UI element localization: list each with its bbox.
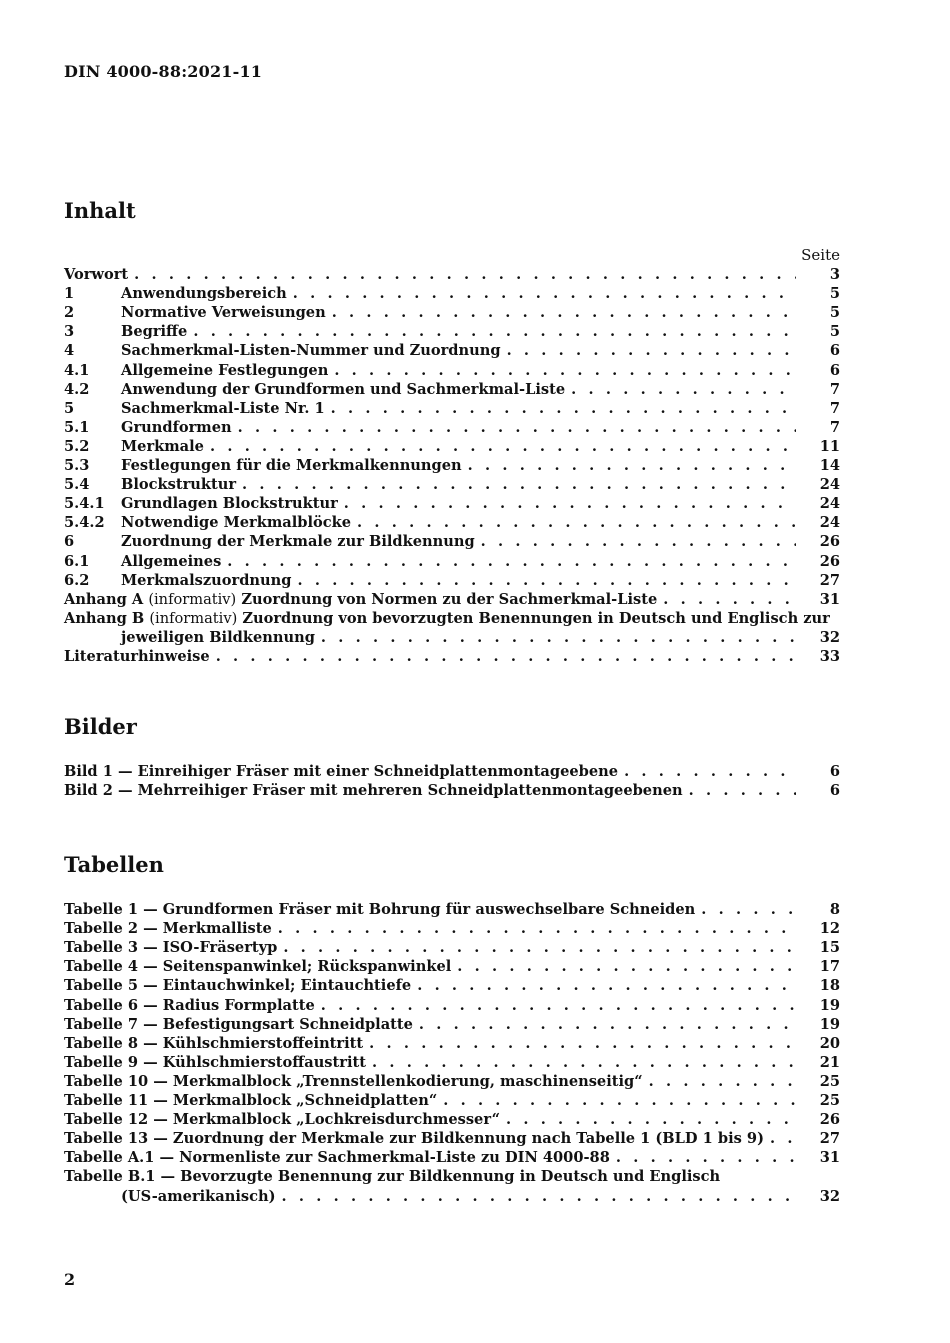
table-title: Tabelle 9 — Kühlschmierstoffaustritt	[64, 1053, 366, 1071]
table-title: Tabelle 2 — Merkmalliste	[64, 920, 272, 938]
toc-entry[interactable]	[64, 976, 840, 995]
dot-leader	[770, 1129, 796, 1148]
entry-page: 7	[829, 380, 840, 398]
entry-page: 21	[819, 1053, 840, 1071]
dot-leader	[616, 1148, 796, 1167]
dot-leader	[216, 647, 796, 666]
entry-page: 24	[819, 495, 840, 513]
entry-page: 26	[819, 533, 840, 551]
table-title: Tabelle 7 — Befestigungsart Schneidplatte	[64, 1015, 413, 1033]
entry-number: 5.3	[64, 457, 90, 475]
bilder-title: Bilder	[64, 714, 137, 739]
dot-leader	[321, 996, 796, 1015]
entry-number: 5.4	[64, 476, 90, 494]
dot-leader	[332, 303, 796, 322]
entry-page: 20	[819, 1034, 840, 1052]
dot-leader	[443, 1091, 796, 1110]
document-header: DIN 4000-88:2021-11	[64, 62, 263, 81]
entry-page: 7	[829, 418, 840, 436]
table-title: Tabelle 3 — ISO-Fräsertyp	[64, 939, 278, 957]
toc-entry[interactable]	[64, 590, 840, 609]
entry-page: 6	[829, 361, 840, 379]
toc-entry[interactable]	[64, 938, 840, 957]
toc-entry[interactable]	[64, 1091, 840, 1110]
entry-page: 14	[819, 457, 840, 475]
entry-title: Grundformen	[121, 418, 232, 436]
entry-title: Anwendung der Grundformen und Sachmerkmal-Liste	[121, 380, 566, 398]
entry-page: 8	[829, 901, 840, 919]
entry-page: 31	[819, 1149, 840, 1167]
toc-entry[interactable]	[64, 1186, 840, 1205]
entry-page: 17	[819, 958, 840, 976]
entry-page: 6	[829, 342, 840, 360]
entry-number: 3	[64, 323, 75, 341]
entry-number: 4	[64, 342, 75, 360]
toc-entry[interactable]	[64, 284, 840, 303]
dot-leader	[468, 456, 796, 475]
entry-page: 27	[819, 571, 840, 589]
table-title: Tabelle B.1 — Bevorzugte Benennung zur Bildkennung in Deutsch und Englisch	[64, 1168, 721, 1186]
entry-page: 12	[819, 920, 840, 938]
dot-leader	[689, 781, 796, 800]
toc-entry[interactable]	[64, 437, 840, 456]
toc-entry[interactable]	[64, 551, 840, 570]
tabellen-title: Tabellen	[64, 852, 164, 877]
entry-page: 25	[819, 1092, 840, 1110]
table-title: Tabelle A.1 — Normenliste zur Sachmerkmal-Liste zu DIN 4000-88	[64, 1149, 610, 1167]
page-number: 2	[64, 1270, 76, 1289]
dot-leader	[193, 322, 796, 341]
dot-leader	[334, 361, 796, 380]
toc-entry[interactable]	[64, 322, 840, 341]
seite-label: Seite	[801, 246, 840, 264]
entry-page: 15	[819, 939, 840, 957]
dot-leader	[344, 494, 796, 513]
toc-entry[interactable]	[64, 995, 840, 1014]
table-title: Tabelle 11 — Merkmalblock „Schneidplatten“	[64, 1092, 438, 1110]
entry-title: Merkmale	[121, 437, 204, 455]
table-title: Tabelle 10 — Merkmalblock „Trennstellenkodierung, maschinenseitig“	[64, 1072, 643, 1090]
toc-entry[interactable]	[64, 418, 840, 437]
entry-page: 7	[829, 399, 840, 417]
entry-number: 5	[64, 399, 75, 417]
dot-leader	[571, 380, 796, 399]
figure-title: Bild 1 — Einreihiger Fräser mit einer Schneidplattenmontageebene	[64, 763, 619, 781]
toc-entry[interactable]	[64, 1053, 840, 1072]
entry-title: Normative Verweisungen	[121, 304, 326, 322]
entry-page: 6	[829, 763, 840, 781]
toc-entry[interactable]	[64, 494, 840, 513]
entry-title: Vorwort	[64, 266, 129, 284]
dot-leader	[419, 1015, 796, 1034]
entry-number: 2	[64, 304, 75, 322]
entry-page: 5	[829, 304, 840, 322]
dot-leader	[649, 1072, 796, 1091]
entry-page: 26	[819, 1111, 840, 1129]
toc-entry[interactable]	[64, 513, 840, 532]
entry-title: Anwendungsbereich	[121, 285, 287, 303]
toc-entry[interactable]	[64, 647, 840, 666]
toc-entry[interactable]	[64, 303, 840, 322]
dot-leader	[507, 341, 796, 360]
entry-number: 4.1	[64, 361, 90, 379]
toc-entry[interactable]	[64, 571, 840, 590]
entry-title: Merkmalszuordnung	[121, 571, 292, 589]
table-title: Tabelle 1 — Grundformen Fräser mit Bohrung für auswechselbare Schneiden	[64, 901, 696, 919]
toc-entry[interactable]	[64, 1072, 840, 1091]
dot-leader	[293, 284, 796, 303]
toc-entry[interactable]	[64, 265, 840, 284]
table-title: Tabelle 12 — Merkmalblock „Lochkreisdurchmesser“	[64, 1111, 500, 1129]
toc-entry[interactable]	[64, 628, 840, 647]
annex-title-continued: jeweiligen Bildkennung	[121, 628, 315, 646]
entry-number: 6.2	[64, 571, 90, 589]
entry-number: 4.2	[64, 380, 90, 398]
toc-entry[interactable]	[64, 1148, 840, 1167]
entry-page: 32	[819, 1187, 840, 1205]
dot-leader	[506, 1110, 796, 1129]
entry-page: 19	[819, 1015, 840, 1033]
inhalt-title: Inhalt	[64, 198, 136, 223]
dot-leader	[481, 532, 796, 551]
table-title: Tabelle 13 — Zuordnung der Merkmale zur Bildkennung nach Tabelle 1 (BLD 1 bis 9)	[64, 1130, 764, 1148]
entry-number: 6.1	[64, 552, 90, 570]
toc-entry[interactable]	[64, 609, 840, 628]
dot-leader	[227, 552, 796, 571]
table-title: Tabelle 8 — Kühlschmierstoffeintritt	[64, 1034, 364, 1052]
toc-entry[interactable]	[64, 919, 840, 938]
dot-leader	[417, 976, 796, 995]
toc-entry[interactable]	[64, 1015, 840, 1034]
entry-title: Festlegungen für die Merkmalkennungen	[121, 457, 462, 475]
dot-leader	[369, 1034, 796, 1053]
entry-page: 3	[829, 266, 840, 284]
dot-leader	[134, 265, 796, 284]
entry-number: 5.1	[64, 418, 90, 436]
entry-page: 5	[829, 323, 840, 341]
dot-leader	[297, 571, 796, 590]
dot-leader	[331, 399, 796, 418]
entry-number: 5.4.1	[64, 495, 105, 513]
toc-entry[interactable]	[64, 1129, 840, 1148]
toc-entry[interactable]	[64, 380, 840, 399]
annex-info: (informativ)	[148, 590, 237, 608]
table-title: Tabelle 6 — Radius Formplatte	[64, 996, 315, 1014]
entry-title: Allgemeines	[121, 552, 222, 570]
tables-list	[64, 900, 840, 1206]
entry-page: 33	[819, 647, 840, 665]
entry-title: Allgemeine Festlegungen	[121, 361, 329, 379]
entry-page: 27	[819, 1130, 840, 1148]
annex-label: Anhang A	[64, 590, 144, 608]
table-title: Tabelle 4 — Seitenspanwinkel; Rückspanwinkel	[64, 958, 452, 976]
toc-entry[interactable]	[64, 957, 840, 976]
toc-entry[interactable]	[64, 900, 840, 919]
entry-page: 25	[819, 1072, 840, 1090]
entry-number: 6	[64, 533, 75, 551]
entry-title: Blockstruktur	[121, 476, 237, 494]
dot-leader	[238, 418, 796, 437]
annex-title: Zuordnung von bevorzugten Benennungen in Deutsch und Englisch zur	[242, 609, 830, 627]
entry-title: Sachmerkmal-Listen-Nummer und Zuordnung	[121, 342, 501, 360]
toc-entry[interactable]	[64, 475, 840, 494]
dot-leader	[663, 590, 796, 609]
dot-leader	[283, 938, 796, 957]
entry-title: Literaturhinweise	[64, 647, 210, 665]
entry-page: 6	[829, 782, 840, 800]
table-title-continued: (US-amerikanisch)	[121, 1187, 276, 1205]
dot-leader	[321, 628, 796, 647]
toc-entry[interactable]	[64, 456, 840, 475]
toc-entry[interactable]	[64, 1110, 840, 1129]
toc-entry[interactable]	[64, 1167, 840, 1186]
dot-leader	[357, 513, 796, 532]
entry-title: Notwendige Merkmalblöcke	[121, 514, 352, 532]
entry-number: 1	[64, 285, 75, 303]
entry-title: Begriffe	[121, 323, 188, 341]
entry-title: Sachmerkmal-Liste Nr. 1	[121, 399, 325, 417]
dot-leader	[701, 900, 796, 919]
figures-list	[64, 762, 840, 800]
entry-page: 26	[819, 552, 840, 570]
dot-leader	[624, 762, 796, 781]
figure-title: Bild 2 — Mehrreihiger Fräser mit mehreren Schneidplattenmontageebenen	[64, 782, 683, 800]
entry-number: 5.4.2	[64, 514, 105, 532]
toc-entry[interactable]	[64, 341, 840, 360]
dot-leader	[242, 475, 796, 494]
entry-page: 24	[819, 514, 840, 532]
annex-a-entry	[64, 590, 657, 609]
toc-entry[interactable]	[64, 360, 840, 379]
toc-entry[interactable]	[64, 762, 840, 781]
dot-leader	[210, 437, 796, 456]
dot-leader	[457, 957, 796, 976]
toc-entry[interactable]	[64, 399, 840, 418]
annex-title: Zuordnung von Normen zu der Sachmerkmal-Liste	[241, 590, 658, 608]
entry-page: 5	[829, 285, 840, 303]
toc-entry[interactable]	[64, 781, 840, 800]
entry-page: 31	[819, 590, 840, 608]
entry-number: 5.2	[64, 437, 90, 455]
entry-page: 19	[819, 996, 840, 1014]
entry-page: 11	[819, 437, 840, 455]
annex-label: Anhang B	[64, 609, 145, 627]
table-title: Tabelle 5 — Eintauchwinkel; Eintauchtiefe	[64, 977, 412, 995]
toc-entry[interactable]	[64, 1034, 840, 1053]
entry-page: 32	[819, 628, 840, 646]
dot-leader	[278, 919, 796, 938]
entry-title: Grundlagen Blockstruktur	[121, 495, 338, 513]
toc-entry[interactable]	[64, 532, 840, 551]
table-of-contents	[64, 265, 840, 666]
annex-info: (informativ)	[149, 609, 238, 627]
entry-page: 18	[819, 977, 840, 995]
entry-page: 24	[819, 476, 840, 494]
dot-leader	[372, 1053, 796, 1072]
annex-b-entry	[64, 609, 830, 628]
entry-title: Zuordnung der Merkmale zur Bildkennung	[121, 533, 475, 551]
dot-leader	[282, 1187, 796, 1206]
